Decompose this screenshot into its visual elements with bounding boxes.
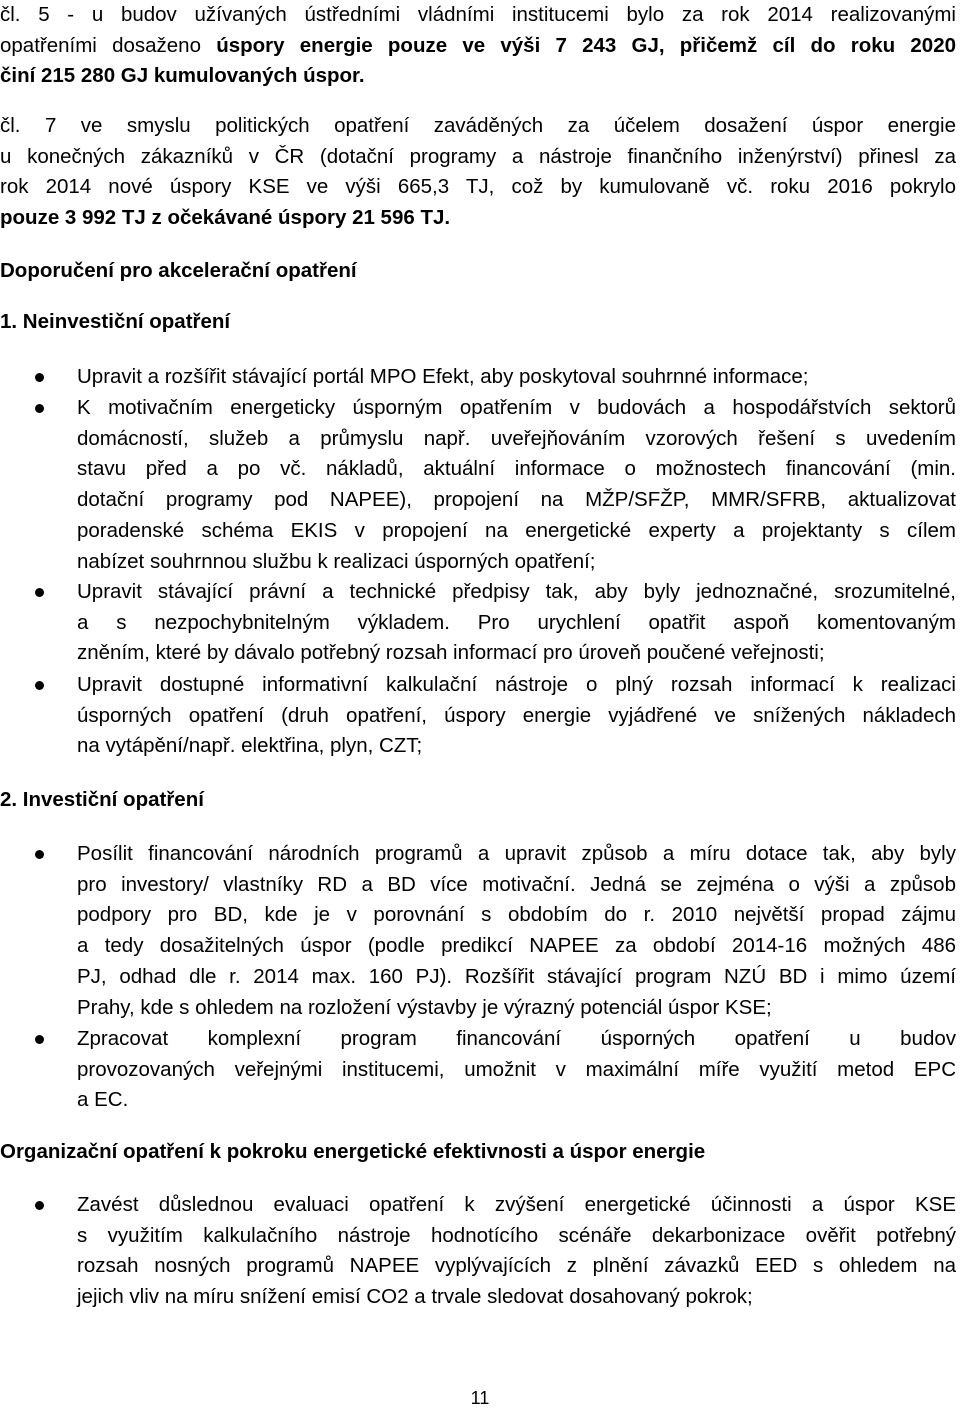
- list-item-line: a tedy dosažitelných úspor (podle predikcí NAPEE za období 2014-16 možných 486: [77, 934, 956, 958]
- list-item-line: zněním, které by dávalo potřebný rozsah informací pro úroveň poučené veřejnosti;: [77, 641, 825, 665]
- list-item-line: Upravit stávající právní a technické předpisy tak, aby byly jednoznačné, srozumitelné,: [77, 580, 956, 603]
- paragraph-line: [0, 142, 956, 173]
- bullet-icon: [35, 681, 44, 690]
- heading-investment: 2. Investiční opatření: [0, 788, 204, 811]
- bullet-icon: [35, 404, 44, 413]
- list-item-text: [77, 577, 956, 669]
- bold-text: úspory energie pouze ve výši 7 243 GJ, přičemž cíl do roku 2020: [216, 33, 956, 57]
- paragraph-line: [0, 172, 956, 203]
- heading-recommendations: Doporučení pro akcelerační opatření: [0, 259, 357, 282]
- list-item-line: stavu před a po vč. nákladů, aktuální informace o možnostech financování (min.: [77, 457, 956, 481]
- list-item-line: s využitím kalkulačního nástroje hodnotícího scénáře dekarbonizace ověřit potřebný: [77, 1223, 956, 1247]
- list-item-line: podpory pro BD, kde je v porovnání s obdobím do r. 2010 největší propad zájmu: [77, 903, 956, 927]
- list-item-text: [77, 670, 956, 762]
- list-item-line: jejich vliv na míru snížení emisí CO2 a trvale sledovat dosahovaný pokrok;: [77, 1285, 753, 1309]
- paragraph-article-5: [0, 0, 956, 92]
- text: čl. 5 - u budov užívaných ústředními vládními institucemi bylo za rok 2014 realizovanými: [0, 3, 956, 26]
- list-item-text: [77, 1190, 956, 1313]
- list-item-line: PJ, odhad dle r. 2014 max. 160 PJ). Rozšířit stávající program NZÚ BD i mimo území: [77, 964, 956, 988]
- list-item-line: a EC.: [77, 1088, 129, 1112]
- list-item-line: a s nezpochybnitelným výkladem. Pro urychlení opatřit aspoň komentovaným: [77, 610, 956, 634]
- paragraph-line: [0, 61, 956, 92]
- list-item-line: domácností, služeb a průmyslu např. uveřejňováním vzorových řešení s uvedením: [77, 426, 956, 450]
- list-item-line: Zavést důslednou evaluaci opatření k zvýšení energetické účinnosti a úspor KSE: [77, 1193, 956, 1216]
- bold-text: činí 215 280 GJ kumulovaných úspor.: [0, 64, 365, 88]
- list-item-text: [77, 393, 956, 577]
- list-item-line: rozsah nosných programů NAPEE vyplývajících z plnění závazků EED s ohledem na: [77, 1254, 956, 1278]
- heading-non-investment: 1. Neinvestiční opatření: [0, 310, 231, 333]
- list-item-text: [77, 1024, 956, 1116]
- paragraph-article-7: [0, 111, 956, 234]
- bullet-icon: [35, 1035, 44, 1044]
- bullet-icon: [35, 1201, 44, 1210]
- list-item-line: K motivačním energeticky úsporným opatřením v budovách a hospodářstvích sektorů: [77, 396, 956, 419]
- list-item-line: na vytápění/např. elektřina, plyn, CZT;: [77, 734, 423, 758]
- bullet-icon: [35, 373, 44, 382]
- list-item-line: Prahy, kde s ohledem na rozložení výstavby je výrazný potenciál úspor KSE;: [77, 995, 772, 1019]
- paragraph-line: [0, 111, 956, 142]
- list-item-line: Posílit financování národních programů a upravit způsob a míru dotace tak, aby byly: [77, 842, 956, 865]
- text: čl. 7 ve smyslu politických opatření zaváděných za účelem dosažení úspor energie: [0, 114, 956, 137]
- paragraph-line: [0, 0, 956, 31]
- bullet-icon: [35, 588, 44, 597]
- list-item-line: Zpracovat komplexní program financování úsporných opatření u budov: [77, 1027, 956, 1050]
- text: rok 2014 nové úspory KSE ve výši 665,3 TJ, což by kumulovaně vč. roku 2016 pokrylo: [0, 175, 956, 199]
- list-item-line: Upravit dostupné informativní kalkulační nástroje o plný rozsah informací k realizaci: [77, 673, 956, 696]
- text: u konečných zákazníků v ČR (dotační programy a nástroje finančního inženýrství) přinesl za: [0, 144, 956, 168]
- paragraph-line: [0, 203, 956, 234]
- bold-text: pouze 3 992 TJ z očekávané úspory 21 596 TJ.: [0, 206, 451, 230]
- text: opatřeními dosaženo: [0, 33, 217, 57]
- list-item-line: pro investory/ vlastníky RD a BD více motivační. Jedná se zejména o výši a způsob: [77, 872, 956, 896]
- list-item-line: úsporných opatření (druh opatření, úspory energie vyjádřené ve snížených nákladech: [77, 703, 956, 727]
- heading-organizational: Organizační opatření k pokroku energetické efektivnosti a úspor energie: [0, 1140, 706, 1163]
- paragraph-line: [0, 31, 956, 62]
- bullet-icon: [35, 850, 44, 859]
- list-item-line: Upravit a rozšířit stávající portál MPO Efekt, aby poskytoval souhrnné informace;: [77, 365, 809, 388]
- list-item-text: [77, 362, 956, 393]
- list-item-line: dotační programy pod NAPEE), propojení na MŽP/SFŽP, MMR/SFRB, aktualizovat: [77, 488, 956, 512]
- page-number: 11: [470, 1388, 490, 1408]
- list-item-line: nabízet souhrnnou službu k realizaci úsporných opatření;: [77, 549, 596, 573]
- list-item-text: [77, 839, 956, 1023]
- list-item-line: poradenské schéma EKIS v propojení na energetické experty a projektanty s cílem: [77, 518, 956, 542]
- list-item-line: provozovaných veřejnými institucemi, umožnit v maximální míře využití metod EPC: [77, 1057, 956, 1081]
